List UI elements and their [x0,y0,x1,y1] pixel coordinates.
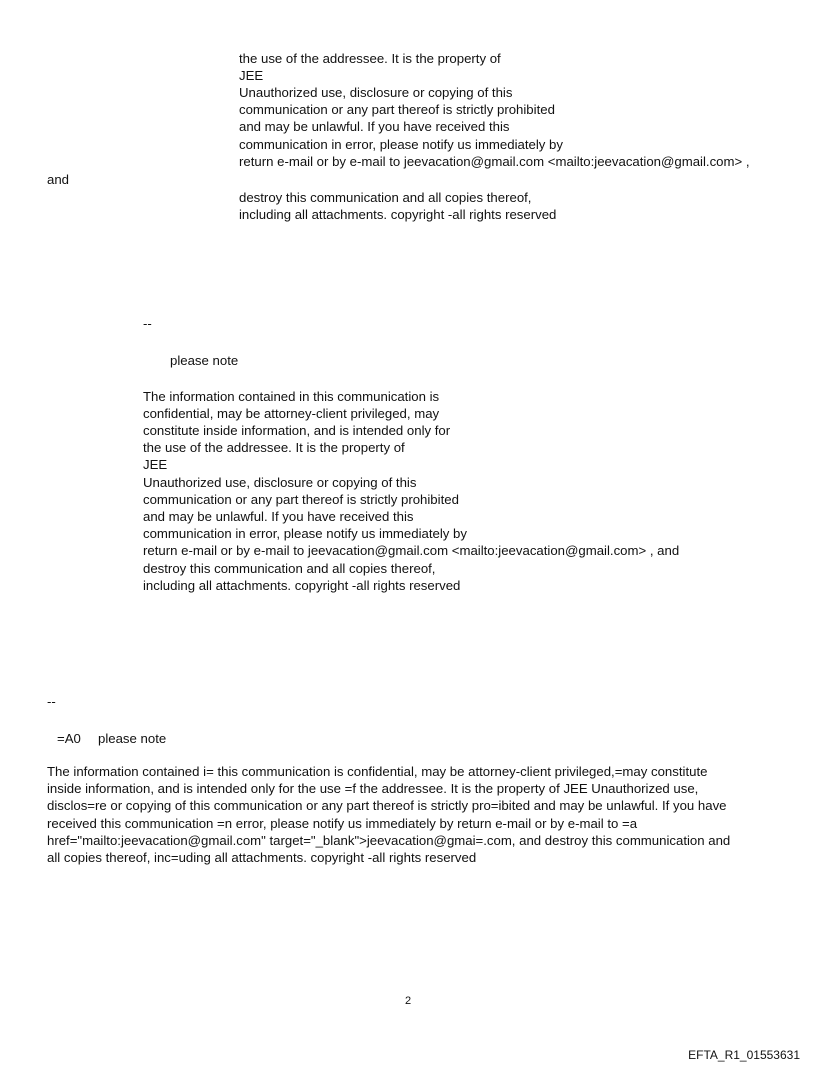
notice-line: communication or any part thereof is strictly prohibited [143,492,459,507]
notice-line: JEE [143,457,168,472]
notice-line: communication in error, please notify us immediately by [143,526,467,541]
notice-line: including all attachments. copyright -all rights reserved [239,207,557,222]
separator: -- [47,694,56,709]
notice-line: and may be unlawful. If you have received this [239,119,510,134]
notice-line: inside information, and is intended only for the use =f the addressee. It is the property of JEE Unauthorized use, [47,781,699,797]
notice-line: the use of the addressee. It is the property of [239,51,501,66]
separator: -- [143,316,152,331]
notice-line: The information contained i= this communication is confidential, may be attorney-client privileged,=may constitute [47,764,708,779]
wrapped-word: and [47,172,70,187]
notice-line: href="mailto:jeevacation@gmail.com" target="_blank">jeevacation@gmai=.com, and destroy this communication and [47,832,731,848]
notice-line: disclos=re or copying of this communication or any part thereof is strictly pro=ibited and may be unlawful. If you have [47,798,727,814]
document-id: EFTA_R1_01553631 [688,1048,800,1062]
encoded-prefix: =A0 [57,731,81,746]
notice-line: communication in error, please notify us immediately by [239,137,563,152]
notice-line: return e-mail or by e-mail to jeevacation@gmail.com <mailto:jeevacation@gmail.com> , [239,154,750,169]
notice-line: communication or any part thereof is strictly prohibited [239,102,555,117]
notice-line: The information contained in this communication is [143,389,440,404]
page-number: 2 [404,995,412,1007]
notice-line: including all attachments. copyright -all rights reserved [143,578,461,593]
section-heading: please note [170,353,239,368]
notice-line: constitute inside information, and is intended only for [143,423,451,438]
notice-line: the use of the addressee. It is the property of [143,440,405,455]
notice-line: all copies thereof, inc=uding all attachments. copyright -all rights reserved [47,850,477,866]
section-heading: please note [98,731,167,746]
notice-line: Unauthorized use, disclosure or copying of this [143,475,417,490]
notice-line: return e-mail or by e-mail to jeevacation@gmail.com <mailto:jeevacation@gmail.com> , and [143,543,680,558]
notice-line: destroy this communication and all copies thereof, [239,190,532,205]
notice-line: destroy this communication and all copies thereof, [143,561,436,576]
notice-line: Unauthorized use, disclosure or copying of this [239,85,513,100]
notice-line: received this communication =n error, please notify us immediately by return e-mail or by e-mail to =a [47,815,638,831]
notice-line: JEE [239,68,264,83]
notice-line: and may be unlawful. If you have received this [143,509,414,524]
encoded-notice-paragraph [47,763,772,866]
notice-line: confidential, may be attorney-client privileged, may [143,406,440,421]
